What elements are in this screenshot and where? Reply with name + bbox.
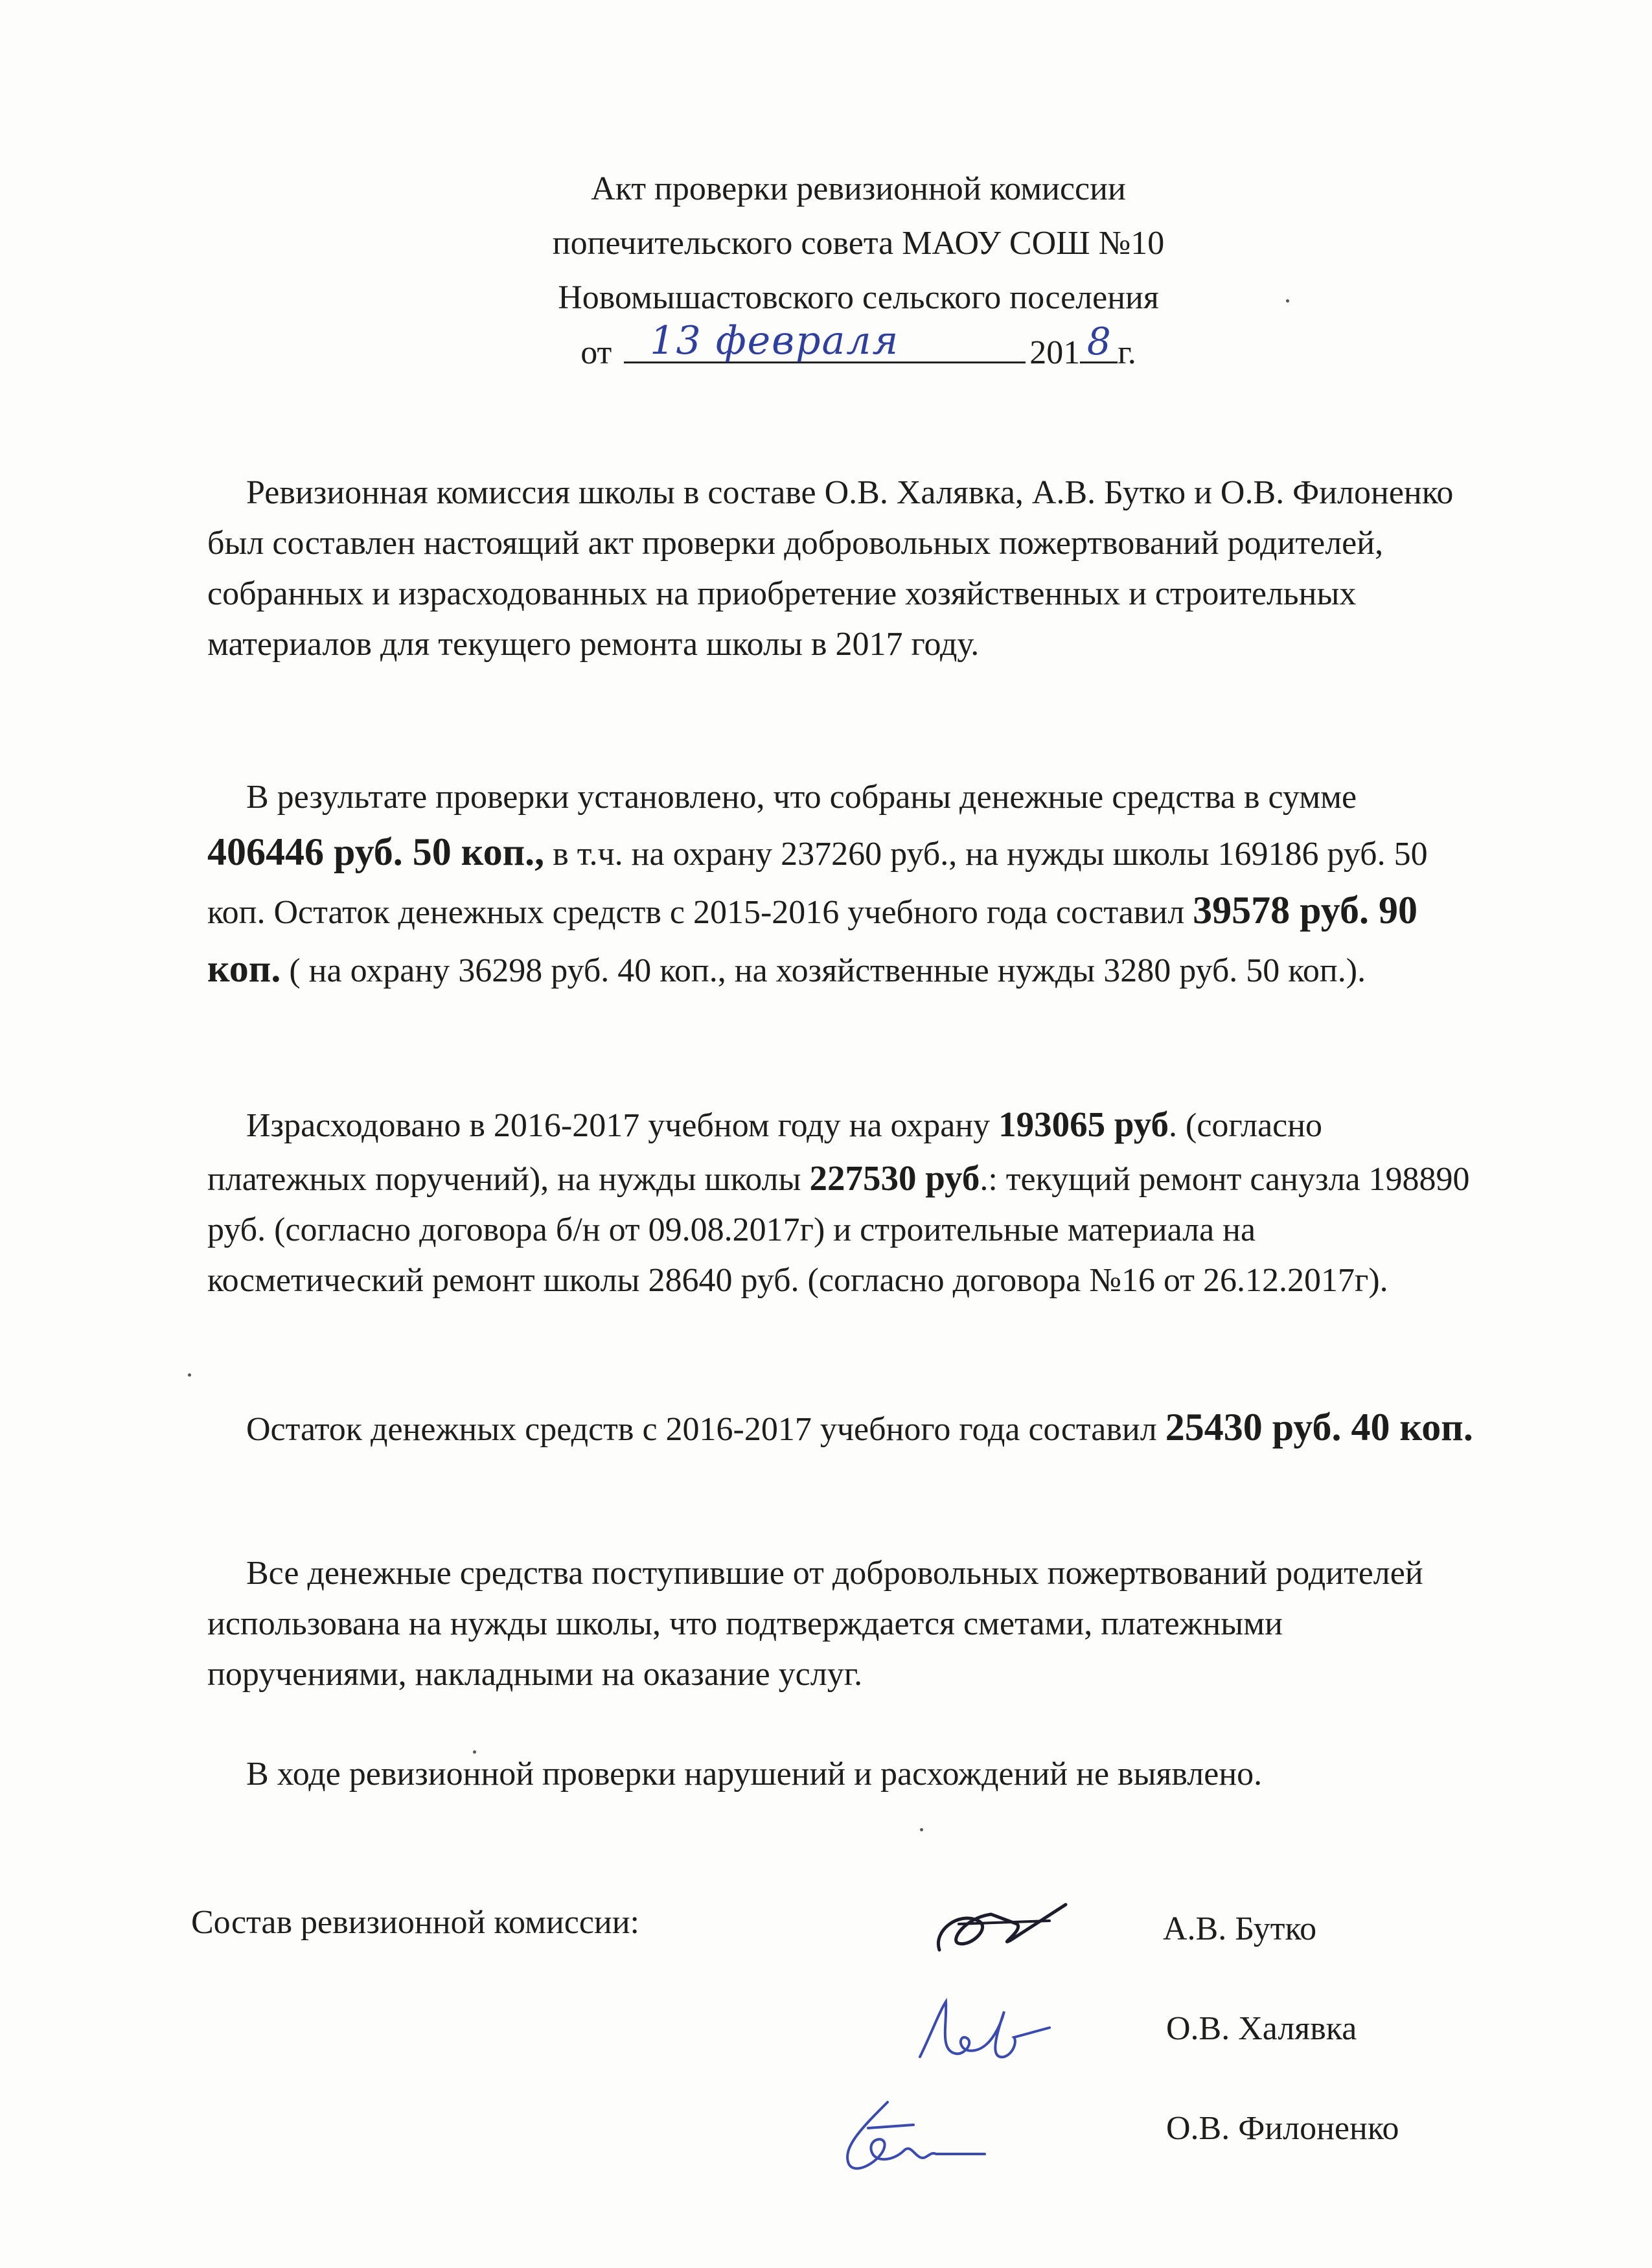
signature-filonenko xyxy=(823,2089,991,2183)
paragraph-funds-collected xyxy=(207,772,1477,998)
amount-security: 193065 руб xyxy=(998,1105,1169,1144)
member-2: О.В. Халявка xyxy=(1166,2010,1357,2047)
signature-butko xyxy=(920,1885,1075,1969)
p2-text-a: В результате проверки установлено, что собраны денежные средства в сумме xyxy=(246,779,1357,816)
amount-carryover-2015: 39578 руб. 90 коп. xyxy=(207,889,1417,990)
amount-collected: 406446 руб. 50 коп., xyxy=(207,830,545,873)
date-prefix: от xyxy=(580,334,612,371)
p3-text-c: . (согласно платежных поручений), на нужды школы xyxy=(207,1107,1323,1198)
paragraph-conclusion xyxy=(207,1749,1477,1800)
paragraph-balance xyxy=(207,1398,1477,1456)
scan-speck xyxy=(473,1750,476,1754)
amount-school-needs: 227530 руб xyxy=(809,1158,980,1198)
document-header xyxy=(453,162,1263,380)
scan-speck xyxy=(188,1373,191,1377)
year-prefix: 201 xyxy=(1029,334,1081,371)
paragraph-funds-usage xyxy=(207,1548,1477,1700)
commission-label: Состав ревизионной комиссии: xyxy=(191,1904,639,1941)
paragraph-5-text: Все денежные средства поступившие от добровольных пожертвований родителей использована на нужды школы, что подтверждается сметами, платежными поручениями, накладными на оказание услуг. xyxy=(207,1555,1423,1693)
amount-balance: 25430 руб. 40 коп. xyxy=(1165,1406,1473,1449)
member-3: О.В. Филоненко xyxy=(1166,2110,1399,2147)
p3-text-a: Израсходовано в 2016-2017 учебном году на охрану xyxy=(246,1107,999,1144)
signature-khalyavka xyxy=(901,1986,1062,2073)
title-line-1: Акт проверки ревизионной комиссии xyxy=(591,170,1126,207)
scan-speck xyxy=(1286,299,1289,303)
year-digit-field xyxy=(1080,319,1118,363)
paragraph-commission-composition xyxy=(207,468,1477,670)
handwritten-date: 13 февраля xyxy=(650,317,900,363)
document-date xyxy=(453,317,1263,380)
year-suffix: г. xyxy=(1118,334,1136,371)
scan-speck xyxy=(920,1828,923,1831)
title-line-3: Новомышастовского сельского поселения xyxy=(558,279,1159,317)
title-line-2: попечительского совета МАОУ СОШ №10 xyxy=(552,225,1165,262)
p4-text-a: Остаток денежных средств с 2016-2017 учебного года составил xyxy=(246,1411,1165,1448)
date-day-field xyxy=(624,317,1026,363)
handwritten-year-digit: 8 xyxy=(1086,319,1111,363)
p3-text-e: .: текущий ремонт санузла 198890 руб. (согласно договора б/н от 09.08.2017г) и строительные материала на косметический ремонт школы 28640 руб. (согласно договора №16 от 26.12.2017г). xyxy=(207,1160,1470,1299)
p2-text-e: ( на охрану 36298 руб. 40 коп., на хозяйственные нужды 3280 руб. 50 коп.). xyxy=(281,952,1366,989)
paragraph-funds-spent xyxy=(207,1098,1477,1306)
member-1: А.В. Бутко xyxy=(1163,1910,1317,1947)
p2-text-c: в т.ч. на охрану 237260 руб., на нужды школы 169186 руб. 50 коп. Остаток денежных средств с 2015-2016 учебного года составил xyxy=(207,836,1428,931)
paragraph-6-text: В ходе ревизионной проверки нарушений и расхождений не выявлено. xyxy=(246,1756,1263,1793)
paragraph-1-text: Ревизионная комиссия школы в составе О.В. Халявка, А.В. Бутко и О.В. Филоненко был составлен настоящий акт проверки добровольных пожертвований родителей, собранных и израсходованных на приобретение хозяйственных и строительных материалов для текущего ремонта школы в 2017 году. xyxy=(207,474,1454,663)
